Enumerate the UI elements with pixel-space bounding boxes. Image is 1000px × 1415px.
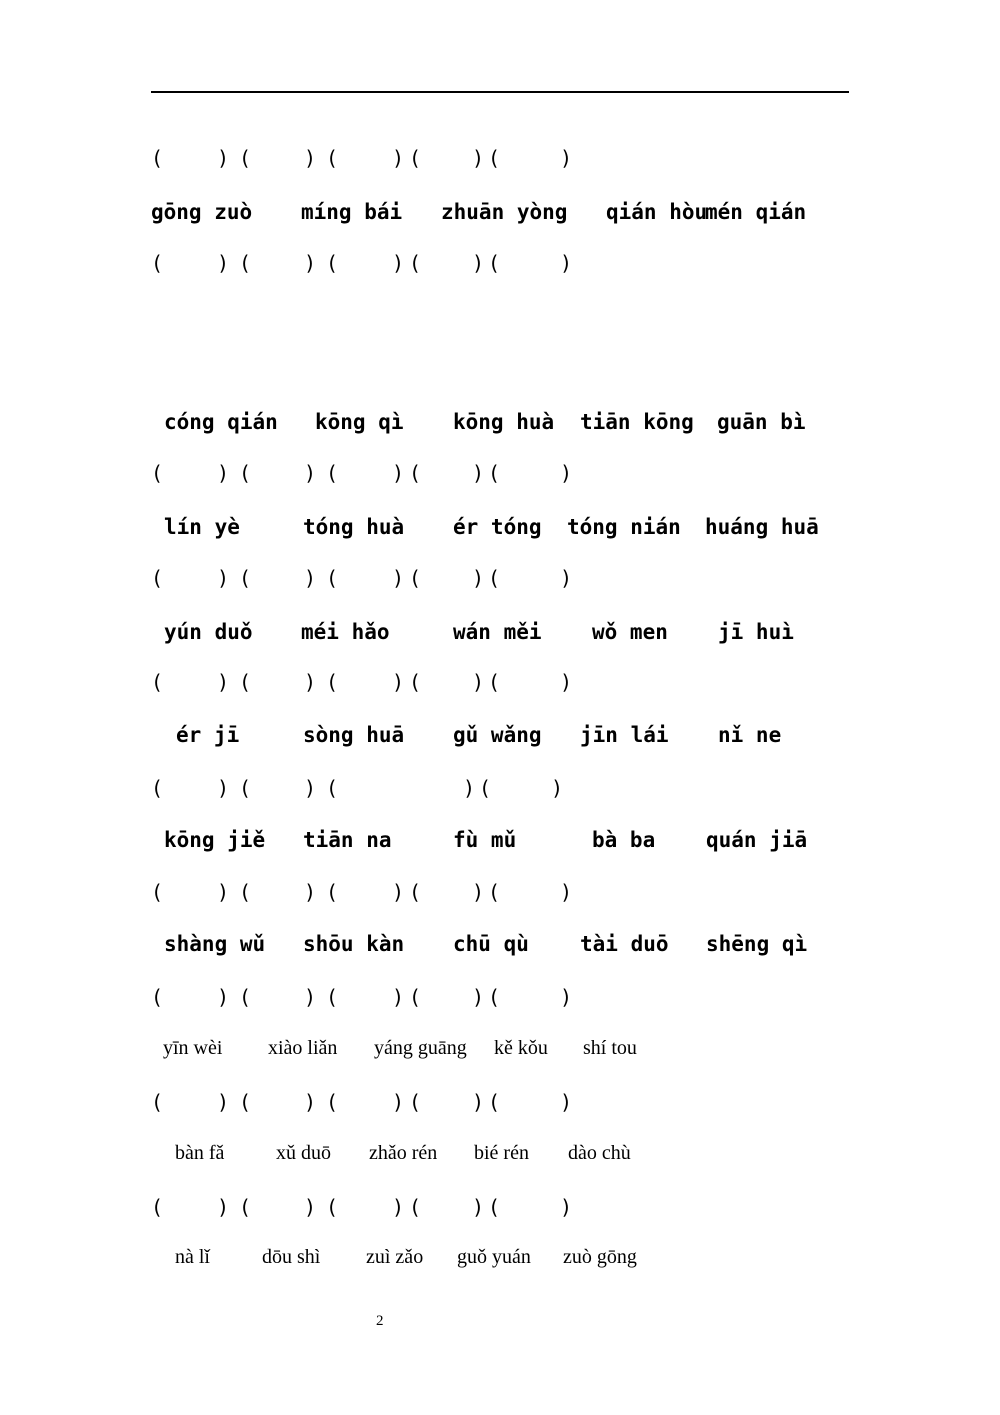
- paren: ): [392, 461, 405, 485]
- pinyin-word: quán jiā: [706, 828, 808, 852]
- answer-blanks-row-3: [0, 461, 1000, 495]
- paren: (: [409, 566, 422, 590]
- pinyin-row-8: [0, 1037, 1000, 1071]
- paren: ): [560, 461, 573, 485]
- pinyin-row-9: [0, 1142, 1000, 1176]
- paren: ): [392, 985, 405, 1009]
- paren: ): [560, 146, 573, 170]
- pinyin-row-3: [0, 515, 1000, 549]
- paren: (: [488, 251, 501, 275]
- pinyin-word: zuì zǎo: [366, 1246, 424, 1268]
- paren: (: [326, 1090, 339, 1114]
- paren: ): [304, 146, 317, 170]
- pinyin-word: shōu kàn: [303, 932, 405, 956]
- paren: (: [326, 670, 339, 694]
- pinyin-word: fù mǔ: [453, 828, 517, 852]
- paren: (: [151, 670, 164, 694]
- paren: (: [409, 985, 422, 1009]
- pinyin-word: chū qù: [453, 932, 529, 956]
- answer-blanks-row-5: [0, 670, 1000, 704]
- paren: ): [560, 985, 573, 1009]
- pinyin-word: ér tóng: [453, 515, 542, 539]
- answer-blanks-row-2: [0, 251, 1000, 285]
- answer-blanks-row-9: [0, 1090, 1000, 1124]
- paren: (: [151, 146, 164, 170]
- pinyin-word: dōu shì: [262, 1246, 321, 1268]
- paren: (: [239, 880, 252, 904]
- paren: ): [304, 251, 317, 275]
- paren: (: [409, 880, 422, 904]
- paren: ): [217, 776, 230, 800]
- pinyin-word: yáng guāng: [374, 1037, 467, 1059]
- paren: ): [217, 146, 230, 170]
- paren: ): [472, 985, 485, 1009]
- paren: (: [488, 880, 501, 904]
- paren: ): [304, 880, 317, 904]
- paren: ): [217, 985, 230, 1009]
- paren: ): [472, 670, 485, 694]
- paren: ): [472, 1090, 485, 1114]
- answer-blanks-row-4: [0, 566, 1000, 600]
- pinyin-word: mén qián: [705, 200, 807, 224]
- pinyin-word: sòng huā: [303, 723, 405, 747]
- paren: (: [151, 776, 164, 800]
- paren: ): [217, 251, 230, 275]
- pinyin-word: jīn lái: [580, 723, 669, 747]
- pinyin-row-6: [0, 828, 1000, 862]
- paren: (: [239, 1090, 252, 1114]
- paren: (: [151, 880, 164, 904]
- paren: ): [217, 1195, 230, 1219]
- pinyin-word: shēng qì: [706, 932, 808, 956]
- pinyin-word: tiān kōng: [580, 410, 694, 434]
- pinyin-word: wǒ men: [592, 620, 668, 644]
- page-number: 2: [376, 1313, 384, 1329]
- paren: ): [217, 461, 230, 485]
- pinyin-word: bàn fǎ: [175, 1142, 225, 1164]
- paren: ): [392, 146, 405, 170]
- pinyin-word: gōng zuò: [151, 200, 253, 224]
- paren: (: [326, 251, 339, 275]
- paren: ): [560, 1090, 573, 1114]
- paren: ): [551, 776, 564, 800]
- pinyin-word: nà lǐ: [175, 1246, 210, 1268]
- pinyin-word: yīn wèi: [163, 1037, 223, 1059]
- paren: (: [488, 1090, 501, 1114]
- paren: (: [239, 670, 252, 694]
- paren: ): [304, 1195, 317, 1219]
- paren: (: [488, 146, 501, 170]
- pinyin-row-1: [0, 200, 1000, 234]
- paren: (: [326, 1195, 339, 1219]
- paren: ): [560, 566, 573, 590]
- pinyin-word: méi hǎo: [301, 620, 390, 644]
- paren: (: [151, 461, 164, 485]
- paren: (: [479, 776, 492, 800]
- paren: ): [304, 985, 317, 1009]
- pinyin-word: shàng wǔ: [164, 932, 266, 956]
- pinyin-word: kōng jiě: [164, 828, 266, 852]
- paren: (: [326, 146, 339, 170]
- paren: (: [239, 566, 252, 590]
- pinyin-row-7: [0, 932, 1000, 966]
- paren: ): [560, 670, 573, 694]
- paren: (: [151, 985, 164, 1009]
- pinyin-word: jī huì: [718, 620, 794, 644]
- paren: (: [409, 251, 422, 275]
- paren: (: [326, 985, 339, 1009]
- paren: ): [472, 880, 485, 904]
- pinyin-row-2: [0, 410, 1000, 444]
- paren: ): [217, 1090, 230, 1114]
- pinyin-word: kě kǒu: [494, 1037, 548, 1059]
- paren: (: [488, 461, 501, 485]
- paren: ): [463, 776, 476, 800]
- pinyin-word: shí tou: [583, 1037, 637, 1059]
- paren: (: [239, 985, 252, 1009]
- paren: ): [304, 670, 317, 694]
- answer-blanks-row-6: [0, 776, 1000, 810]
- pinyin-word: wán měi: [453, 620, 542, 644]
- paren: ): [304, 461, 317, 485]
- pinyin-word: kōng huà: [453, 410, 555, 434]
- pinyin-row-4: [0, 620, 1000, 654]
- pinyin-word: gǔ wǎng: [453, 723, 542, 747]
- paren: ): [472, 1195, 485, 1219]
- paren: ): [392, 251, 405, 275]
- paren: ): [392, 566, 405, 590]
- pinyin-word: míng bái: [301, 200, 403, 224]
- paren: (: [326, 566, 339, 590]
- paren: ): [304, 1090, 317, 1114]
- paren: ): [392, 1090, 405, 1114]
- paren: (: [488, 1195, 501, 1219]
- paren: ): [560, 251, 573, 275]
- paren: (: [488, 985, 501, 1009]
- header-rule: [151, 91, 849, 93]
- paren: (: [239, 776, 252, 800]
- paren: (: [409, 461, 422, 485]
- pinyin-word: zhǎo rén: [369, 1142, 438, 1164]
- paren: ): [560, 880, 573, 904]
- pinyin-word: guān bì: [717, 410, 806, 434]
- pinyin-word: guǒ yuán: [457, 1246, 531, 1268]
- paren: (: [409, 670, 422, 694]
- answer-blanks-row-8: [0, 985, 1000, 1019]
- answer-blanks-row-7: [0, 880, 1000, 914]
- pinyin-word: bié rén: [474, 1142, 529, 1164]
- paren: (: [151, 1090, 164, 1114]
- paren: ): [304, 776, 317, 800]
- pinyin-word: qián hòu: [606, 200, 708, 224]
- paren: ): [304, 566, 317, 590]
- pinyin-word: zhuān yòng: [441, 200, 568, 224]
- pinyin-word: tóng nián: [567, 515, 681, 539]
- paren: (: [239, 146, 252, 170]
- paren: (: [488, 670, 501, 694]
- paren: ): [217, 880, 230, 904]
- pinyin-word: dào chù: [568, 1142, 631, 1164]
- paren: (: [409, 1090, 422, 1114]
- pinyin-word: tiān na: [303, 828, 392, 852]
- paren: (: [151, 1195, 164, 1219]
- paren: (: [488, 566, 501, 590]
- paren: ): [560, 1195, 573, 1219]
- pinyin-word: huáng huā: [705, 515, 819, 539]
- pinyin-row-5: [0, 723, 1000, 757]
- paren: (: [409, 146, 422, 170]
- paren: ): [217, 670, 230, 694]
- pinyin-word: tóng huà: [303, 515, 405, 539]
- paren: ): [392, 1195, 405, 1219]
- pinyin-word: tài duō: [580, 932, 669, 956]
- pinyin-row-10: [0, 1246, 1000, 1280]
- paren: ): [472, 146, 485, 170]
- pinyin-word: xǔ duō: [276, 1142, 331, 1164]
- paren: (: [326, 461, 339, 485]
- paren: (: [409, 1195, 422, 1219]
- paren: (: [239, 461, 252, 485]
- pinyin-word: zuò gōng: [563, 1246, 637, 1268]
- pinyin-word: ér jī: [176, 723, 240, 747]
- paren: ): [472, 251, 485, 275]
- paren: (: [326, 880, 339, 904]
- pinyin-word: lín yè: [164, 515, 240, 539]
- pinyin-word: kōng qì: [315, 410, 404, 434]
- pinyin-word: bà ba: [592, 828, 656, 852]
- paren: ): [472, 566, 485, 590]
- paren: ): [217, 566, 230, 590]
- paren: (: [239, 1195, 252, 1219]
- paren: (: [151, 251, 164, 275]
- pinyin-word: nǐ ne: [718, 723, 782, 747]
- answer-blanks-row-1: [0, 146, 1000, 180]
- pinyin-word: cóng qián: [164, 410, 278, 434]
- pinyin-word: yún duǒ: [164, 620, 253, 644]
- paren: ): [472, 461, 485, 485]
- pinyin-word: xiào liǎn: [268, 1037, 338, 1059]
- paren: (: [239, 251, 252, 275]
- paren: (: [326, 776, 339, 800]
- paren: ): [392, 880, 405, 904]
- paren: ): [392, 670, 405, 694]
- answer-blanks-row-10: [0, 1195, 1000, 1229]
- paren: (: [151, 566, 164, 590]
